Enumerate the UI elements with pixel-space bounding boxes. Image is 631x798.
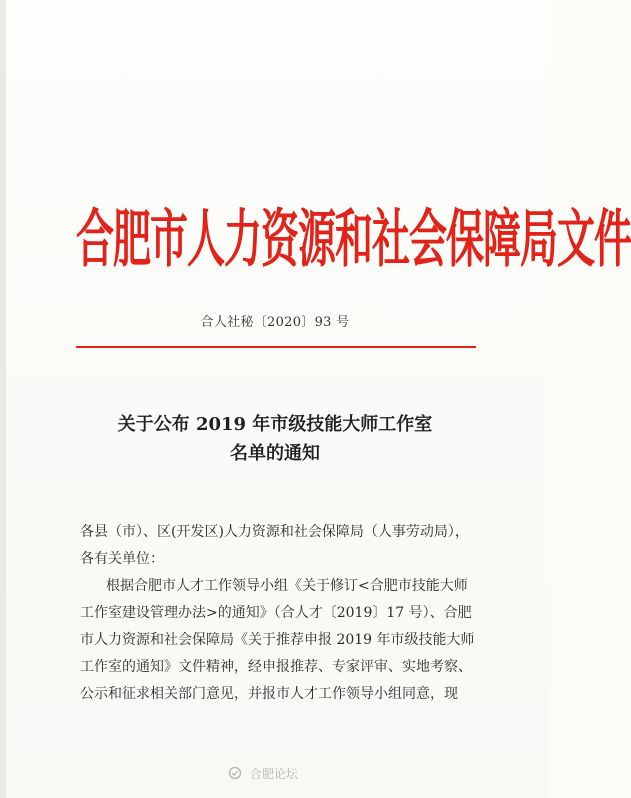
watermark-logo-icon: [228, 766, 242, 780]
notice-title-line-1: 关于公布 2019 年市级技能大师工作室: [117, 414, 433, 435]
notice-body: [80, 519, 480, 708]
notice-title: [0, 410, 550, 468]
page-edge-strip: [0, 0, 6, 798]
body-line-5: 市人力资源和社会保障局《关于推荐申报 2019 年市级技能大师: [80, 632, 475, 648]
body-line-1: 各县（市）、区(开发区)人力资源和社会保障局（人事劳动局），: [80, 524, 469, 540]
body-line-2: 各有关单位：: [80, 551, 164, 567]
document-number: 合人社秘〔2020〕93 号: [200, 315, 350, 330]
body-line-7: 公示和征求相关部门意见，并报市人才工作领导小组同意，现: [80, 686, 458, 702]
document-header-title: 合肥市人力资源和社会保障局文件: [76, 201, 631, 276]
body-line-4: 工作室建设管理办法>的通知》（合人才〔2019〕17 号）、合肥: [80, 605, 472, 621]
body-line-3: 根据合肥市人才工作领导小组《关于修订<合肥市技能大师: [106, 578, 468, 594]
red-divider-line: [76, 346, 476, 348]
forum-watermark: [228, 765, 298, 782]
notice-title-line-2: 名单的通知: [230, 443, 320, 464]
body-line-6: 工作室的通知》文件精神，经申报推荐、专家评审、实地考察、: [80, 659, 472, 675]
watermark-text: 合肥论坛: [249, 767, 298, 781]
